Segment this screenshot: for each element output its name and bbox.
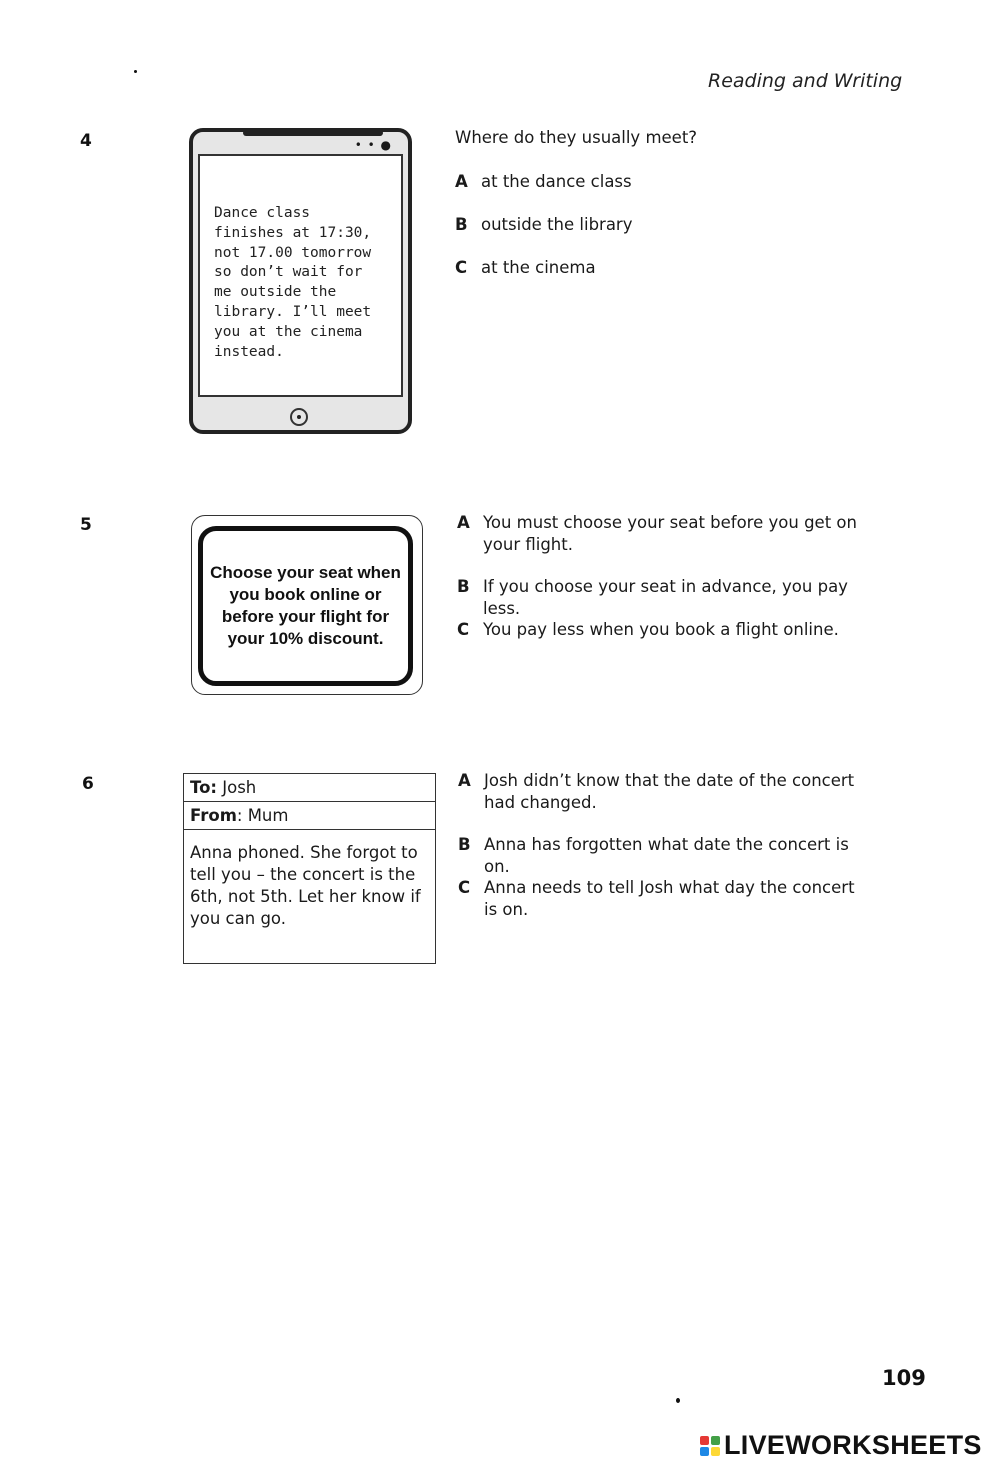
phone-illustration <box>189 128 412 434</box>
phone-message-text: Dance class finishes at 17:30, not 17.00 tomorrow so don’t wait for me outside the library. I’ll meet you at the cinema instead. <box>214 205 372 360</box>
notice-inner-frame <box>198 526 413 686</box>
logo-tile <box>711 1447 720 1456</box>
question-number-4: 4 <box>80 131 92 151</box>
question-5-option-b[interactable] <box>457 576 877 620</box>
memo-to-value: Josh <box>222 778 257 797</box>
option-text: You must choose your seat before you get on your flight. <box>483 513 857 554</box>
option-text: You pay less when you book a flight online. <box>483 620 839 639</box>
liveworksheets-logo-icon <box>700 1436 720 1456</box>
notice-text: Choose your seat when you book online or before your flight for your 10% discount. <box>210 563 401 648</box>
question-6-option-b[interactable] <box>458 834 878 878</box>
liveworksheets-wordmark: LIVEWORKSHEETS <box>724 1430 982 1460</box>
option-letter: B <box>455 215 468 234</box>
liveworksheets-brand[interactable] <box>700 1430 982 1461</box>
page-number: 109 <box>882 1366 926 1390</box>
question-4-option-b[interactable] <box>455 214 855 236</box>
phone-speaker-bar <box>243 130 383 136</box>
question-4-option-c[interactable] <box>455 257 855 279</box>
option-text: at the cinema <box>481 258 596 277</box>
phone-dots-icon: • • ● <box>354 138 392 152</box>
memo-from-label: From <box>190 806 237 825</box>
option-letter: A <box>457 513 470 532</box>
question-number-6: 6 <box>82 774 94 794</box>
option-letter: C <box>458 878 471 897</box>
logo-tile <box>700 1436 709 1445</box>
memo-note <box>183 773 436 964</box>
option-text: outside the library <box>481 215 633 234</box>
logo-tile <box>711 1436 720 1445</box>
option-text: If you choose your seat in advance, you pay less. <box>483 577 848 618</box>
memo-to-label: To: <box>190 778 217 797</box>
phone-home-button-icon <box>290 408 308 426</box>
phone-screen <box>198 154 403 397</box>
option-letter: B <box>458 835 471 854</box>
question-5-option-c[interactable] <box>457 619 867 641</box>
option-letter: A <box>458 771 471 790</box>
option-letter: C <box>457 620 470 639</box>
print-speck <box>134 70 137 73</box>
option-text: Anna has forgotten what date the concert is on. <box>484 835 849 876</box>
option-letter: B <box>457 577 470 596</box>
question-6-option-c[interactable] <box>458 877 858 921</box>
section-title: Reading and Writing <box>708 70 903 92</box>
logo-tile <box>700 1447 709 1456</box>
option-text: at the dance class <box>481 172 632 191</box>
memo-from-row <box>184 802 435 830</box>
notice-sign <box>191 515 423 695</box>
question-6-option-a[interactable] <box>458 770 858 814</box>
memo-body-text: Anna phoned. She forgot to tell you – the concert is the 6th, not 5th. Let her know if you can go. <box>190 843 421 928</box>
option-text: Anna needs to tell Josh what day the concert is on. <box>484 878 855 919</box>
question-5-option-a[interactable] <box>457 512 867 556</box>
print-speck <box>676 1398 680 1403</box>
memo-from-value: : Mum <box>236 806 289 825</box>
question-number-5: 5 <box>80 515 92 535</box>
option-text: Josh didn’t know that the date of the concert had changed. <box>484 771 855 812</box>
memo-to-row <box>184 774 435 802</box>
question-4-prompt: Where do they usually meet? <box>455 128 698 147</box>
option-letter: C <box>455 258 468 277</box>
option-letter: A <box>455 172 468 191</box>
question-4-option-a[interactable] <box>455 171 855 193</box>
